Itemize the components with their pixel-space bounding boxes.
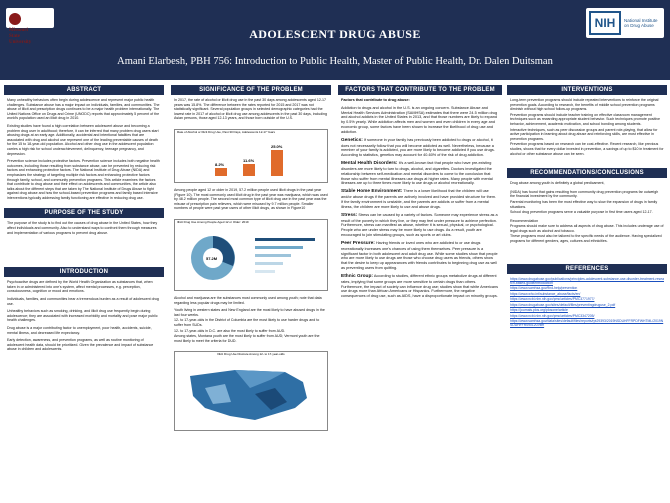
- factor-peer-pressure: [341, 241, 499, 271]
- figure-2-caption: Illicit Drug Use Among People Aged 12 or Older: 2019: [177, 219, 249, 224]
- purpose-paragraph: The purpose of the study is to find out the causes of drug abuse in the United States, how they affect individuals and community. Also to understand ways to confront them through measures and implementation of various programs to prevent drug abuse.: [7, 221, 158, 235]
- figure-1-caption: Rate of Alcohol or Illicit Drug Use, Past 30 Days, Adolescents 12-17 Years: [177, 129, 276, 134]
- recommendation-item: Programs should make sure to address all aspects of drug abuse. This includes underage use of legal drugs such as alcohol and tobacco.: [510, 224, 664, 233]
- recommendation-item: Recommendation: [510, 218, 539, 223]
- introduction-heading: INTRODUCTION: [4, 267, 164, 277]
- column-2: [171, 85, 331, 433]
- abstract-paragraph: Many unhealthy behaviors often begin during adolescence and represent major public health challenges. Substance abuse has a major impact on individuals, families, and communities. The abuse of illicit and prescription drugs continues to be a major health problem internationally. The United Nations Office on Drugs and Crime (UNODC) reports that approximately 5 percent of the world's population used an illicit drug in 2010.: [7, 98, 160, 121]
- factor-title: Stable Home Environment:: [341, 189, 403, 195]
- factor-mental-health: [341, 161, 499, 186]
- legend-swatch: [255, 246, 303, 249]
- significance-body-3: [171, 293, 331, 349]
- recommendations-body: [507, 178, 667, 250]
- interventions-heading: INTERVENTIONS: [507, 85, 667, 95]
- nih-logo-text: National Institute on Drug Abuse: [624, 17, 658, 28]
- factor-ethnic-group: [341, 274, 499, 299]
- significance-paragraph: 12- to 17-year-olds in D.C. are also the most likely to suffer from AUD.: [174, 328, 286, 333]
- figure-illicit-drug-use-chart: [174, 219, 328, 291]
- factor-title: Ethnic Group:: [341, 273, 373, 279]
- reference-link[interactable]: https://www.drugabuse.gov/publications/principles-adolescent-substance-use-disorder-treatment-research-based-guide/introduction: [510, 276, 664, 286]
- introduction-paragraph: Individuals, families, and communities bear a tremendous burden as a result of adolescent drug use.: [7, 297, 159, 306]
- figure-2-donut: [175, 226, 325, 290]
- significance-heading: SIGNIFICANCE OF THE PROBLEM: [171, 85, 331, 95]
- figure-1-value: 8.2%: [215, 161, 225, 167]
- figure-3-caption: Illicit Drug Use Discrete Among 12- to 17-year-olds: [217, 352, 285, 357]
- significance-paragraph: Youth living in western states and New England are the most likely to have abused drugs in the last four weeks.: [174, 308, 325, 317]
- abstract-body: [4, 95, 164, 206]
- references-body: [507, 274, 667, 334]
- intervention-item: Interactive techniques, such as peer discussion groups and parent role-playing, that allow for active participation in learning about drug abuse and reinforcing skills, are most effective in prevention programs.: [510, 127, 658, 141]
- factor-genetics: [341, 138, 499, 158]
- legend-swatch: [255, 270, 275, 273]
- reference-link[interactable]: https://www.ncbi.nlm.nih.gov/pmc/articles/PMC3347205/: [510, 313, 595, 318]
- column-1: [4, 85, 164, 358]
- poster-title: ADOLESCENT DRUG ABUSE: [249, 27, 421, 41]
- factor-text: According to studies, different ethnic groups metabolize drugs at different rates, implying that some groups are more sensitive to certain drugs than others. Furthermore, the impact of society can influence drug use; studies show that white Americans use drugs more than African Americans or Hispanics. Furthermore, the negative consequences of drug use, such as AIDS, have a disproportionate impact on minority groups.: [341, 273, 499, 299]
- recommendation-item: Parental monitoring has been the most effective way to slow the expansion of drugs in family situations.: [510, 199, 658, 209]
- recommendations-heading: RECOMMENDATIONS/CONCLUSIONS: [507, 168, 667, 178]
- reference-link[interactable]: https://www.ncbi.nlm.nih.gov/pmc/articles/PMC3771977/: [510, 297, 595, 302]
- factor-text: If someone in your family has previously been addicted to drugs or alcohol, it does not necessarily follow that you will become addicted as well. Nevertheless, because a member of your family is addicted, you are more likely to become addicted if you use drugs. According to statistics, genetics may account for 40-60% of the risk of drug addiction.: [341, 137, 495, 158]
- figure-alcohol-drug-use-chart: [174, 129, 328, 183]
- factor-title: Peer Pressure:: [341, 240, 375, 246]
- intervention-item: Long-term prevention programs should include repeated interventions to reinforce the original prevention goals. According to research, the benefits of middle school prevention programs diminish without high school follow-up programs.: [510, 98, 659, 112]
- interventions-body: [507, 95, 667, 162]
- figure-1-bar: [243, 164, 255, 176]
- reference-link[interactable]: https://journals.plos.org/plosone/article: [510, 308, 568, 313]
- significance-paragraph: Among states, Montana youth are the most likely to suffer from AUD; Vermont youth are the most likely to meet the criteria for DUD.: [174, 334, 320, 343]
- figure-2-center-value: 57.2M: [206, 255, 218, 261]
- reference-link[interactable]: https://www.samhsa.gov/find-help/prevention: [510, 286, 578, 291]
- factor-text: It's a well-known fact that people who have pre-existing disorders are more likely to turn to drugs, alcohol, and cigarettes. Doctors investigated the relationship between self-medication and mental disorders to come to the conclusion that those who suffer from mental illnesses use drugs at higher rates. Many people with mental illnesses are up to three times more likely to use drugs or alcohol recreationally.: [341, 160, 493, 186]
- intervention-item: Prevention programs based on research can be cost-effective. Recent research, like previous studies, shows that for every dollar invested in prevention, a savings of up to $10 in treatment for alcohol or other substance abuse can be seen.: [510, 142, 664, 156]
- column-4: [507, 85, 667, 334]
- poster-subtitle: Amani Elarbesh, PBH 756: Introduction to Public Health, Master of Public Health, Dr. Dalen Duitsman: [117, 56, 553, 67]
- introduction-paragraph: Drug abuse is a major contributing factor to unemployment, poor health, accidents, suicide, mental illness, and decreased life expectancy.: [7, 326, 152, 335]
- significance-paragraph: 12- to 17-year-olds in the District of Columbia are the most likely to use harder drugs and to suffer from SUDs.: [174, 318, 320, 327]
- figure-1-value: 25.0%: [271, 143, 283, 149]
- factors-heading: FACTORS THAT CONTRIBUTE TO THE PROBLEM: [338, 85, 502, 95]
- figure-1-bars: [175, 136, 325, 180]
- factor-text: Having friends or loved ones who are addicted to or use drugs recreationally increases one's chances of using them themselves. Peer pressure is a significant factor in both adolescent and adult drug use. While some studies show that people who are more likely to use drugs are those who choose drug users as friends, others show that the desire to keep up appearances with friends contributes to beginning drug use as well as preventing users from quitting.: [341, 240, 498, 270]
- introduction-paragraph: Early detection, awareness, and prevention programs, as well as routine monitoring of adolescent health data, should be prioritized. Given the prevalence and impact of substance abuse in children and adolescents.: [7, 338, 154, 352]
- references-heading: REFERENCES: [507, 264, 667, 274]
- significance-paragraph: In 2017, the rate of alcohol or illicit drug use in the past 30 days among adolescents aged 12-17 years was 15.8%. The difference between the rates reported for 2015 and 2017 was not statistically significant. Several population groups in selected demographic categories had the lowest rate in 2017 of alcohol or illicit drug use among adolescents in the past 30 days, including Asian persons, those aged 12-13 years, and those born outside of the U.S.: [174, 98, 328, 121]
- factor-title: Stress:: [341, 212, 358, 218]
- university-logo: [6, 8, 54, 45]
- column-3: [338, 85, 502, 305]
- reference-link[interactable]: https://www.drugabuse.gov/sites/default/files/preventingdruguse_2.pdf: [510, 302, 616, 307]
- abstract-paragraph: Prevention science includes protective factors. Prevention science includes both negative health outcomes, including those resulting from substance abuse, can be prevented by reducing risk factors and enhancing protective factors. The National Institute of Drug Abuse (NIDA) and emphasizes the strategy of targeting multiple risk factors and enhancing protective factors through family, school, and community prevention programs. This article examines the factors that contribute to drug abuse and their effect on adolescents and communities, the article also talks about the different steps that are taken by The National Institute of Drugs Abuse to fight against drug abuse and how the school-based prevention programs and family based intensive interventions typically addressing family functioning are effective in reducing drug use.: [7, 159, 160, 200]
- introduction-paragraph: Psychoactive drugs are defined by the World Health Organization as substances that, when taken in or administered into one's system, affect mental processes, e.g. perception, consciousness, cognition or mood and emotions.: [7, 280, 153, 294]
- factors-lead: Factors that contribute to drug abuse:: [341, 98, 410, 102]
- factor-title: Mental Health Disorders:: [341, 160, 398, 166]
- introduction-body: [4, 277, 164, 358]
- factor-stress: [341, 213, 499, 238]
- figure-1-bar: [215, 168, 227, 176]
- significance-paragraph: Alcohol and marijuana are the substances most commonly used among youth; note that data regarding less popular drugs may be limited.: [174, 295, 322, 305]
- recommendation-item: School drug prevention programs serve a valuable purpose in first time users aged 12-17.: [510, 210, 653, 215]
- factor-home-environment: [341, 189, 499, 209]
- significance-body-2: [171, 185, 331, 217]
- introduction-paragraph: Unhealthy behaviors such as smoking, drinking, and illicit drug use frequently begin during adolescence; they are associated with increased morbidity and mortality and pose major public health challenges.: [7, 309, 158, 323]
- abstract-paragraph: Existing studies have found a high correlation between adolescent abuse and becoming a problem drug user in adulthood; therefore, it can be inferred that many problem drug users start abusing drugs at an early age. Additionally, accidental and intentional fatalities that are associated with drug and alcohol use represent one of the leading preventable causes of death for the 15 to 18-year-old population. Alcohol and other drug use in the adolescent population carries a high risk for school underachievement, delinquency, teenage pregnancy, and depression.: [7, 123, 159, 156]
- factor-text: There is a lower likelihood that the children will use and/or abuse drugs if the parents are actively involved and have provided structure for them. If the family environment is unstable, and the parents are addicts or suffer from a mental illness, the children are more likely to use and abuse drugs.: [341, 189, 497, 209]
- university-seal-icon: [9, 13, 21, 25]
- us-map-graphic: [175, 358, 325, 430]
- legend-swatch: [255, 254, 291, 257]
- recommendation-item: (NIDA) has found that gains resulting from community drug prevention programs far outweigh the financial investment by the community.: [510, 189, 659, 199]
- university-logo-text: Missouri State University: [9, 28, 32, 45]
- nih-logo: [586, 8, 664, 38]
- recommendation-item: Drug abuse among youth is definitely a global predicament,: [510, 181, 605, 186]
- title-banner: [0, 0, 670, 80]
- purpose-heading: PURPOSE OF THE STUDY: [4, 208, 164, 218]
- figure-1-bar: [271, 150, 283, 176]
- intervention-item: Prevention programs should include teacher training on effective classroom management techniques such as rewarding appropriate student behavior. Such techniques promote positive behavior, achievement, academic motivation, and school bonding among students.: [510, 112, 661, 126]
- nih-logo-abbr: NIH: [589, 11, 621, 35]
- figure-us-map: [174, 351, 328, 431]
- factor-text: Stress can be caused by a variety of factors. Someone may experience stress as a result of the poverty in which they live, or they may feel under pressure to achieve perfection. Furthermore, stress can manifest as abuse, whether it is sexual, physical, or psychological. People who are under stress may be more likely to use drugs. As a result, youth are encouraged to join stimulating groups, such as sports or art clubs.: [341, 212, 498, 237]
- purpose-body: [4, 218, 164, 241]
- legend-swatch: [255, 238, 315, 241]
- reference-link[interactable]: https://www.samhsa.gov/data/sites/default/files/reports/rpt29393/2019NSDUHFFRPDFWHTML/2019NSDUHFFR090120.htm: [510, 318, 664, 328]
- reference-link[interactable]: https://www.who.int/substance_abuse/facts/en/: [510, 291, 581, 296]
- significance-paragraph: Among people aged 12 or older in 2019, 57.2 million people used illicit drugs in the past year (Figure 10). The most commonly used illicit drug in the past year was marijuana, which was used by 48.2 million people. The second most common type of illicit drug use in the past year was the misuse of prescription pain relievers, which were misused by 9.7 million people. Smaller numbers of people were past year users of other illicit drugs, as shown in Figure10: [174, 187, 328, 211]
- factor-title: Genetics:: [341, 137, 363, 143]
- figure-1-value: 11.6%: [243, 157, 255, 163]
- abstract-heading: ABSTRACT: [4, 85, 164, 95]
- factors-paragraph: Addiction to drugs and alcohol in the U.S. is an ongoing concern. Substance Abuse and Mental Health Services Administration (SAMHSA) estimates that there were 24.5 million drug and alcohol addicts in the United States in 2013, and that those numbers are likely to expand by 0.5% yearly. While addiction affects men and women and even children in every age and economic group, some factors have been shown to increase the likelihood of drug use and addiction.: [341, 105, 498, 134]
- recommendation-item: These programs must also be tailored to the specific needs of the audience. Having specialized programs for different genders, ages, cultures and ethnicities.: [510, 234, 662, 244]
- significance-body: [171, 95, 331, 127]
- legend-swatch: [255, 262, 283, 265]
- factors-body: [338, 95, 502, 305]
